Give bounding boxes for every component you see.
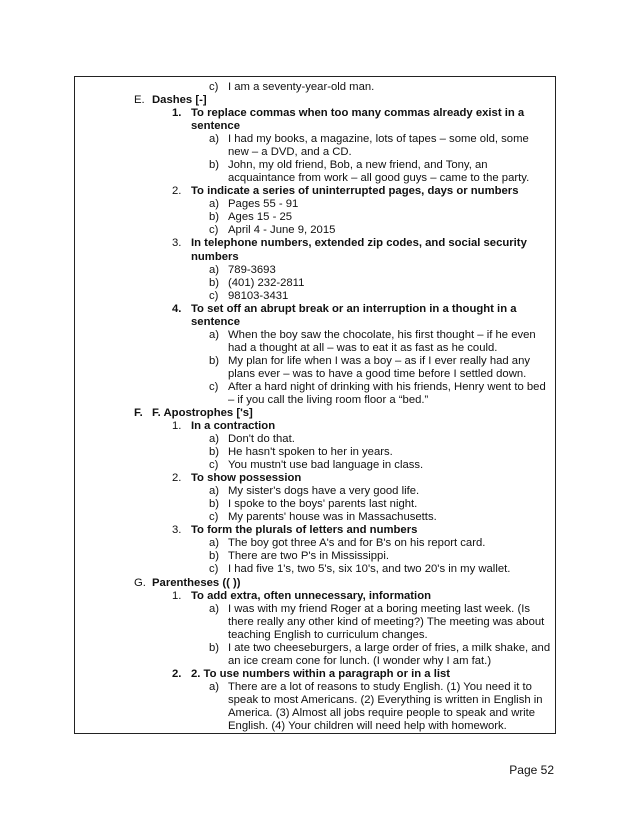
- outline-line-e1b: John, my old friend, Bob, a new friend, and Tony, an: [228, 159, 488, 172]
- outline-line-e3a: 789-3693: [228, 263, 276, 276]
- outline-line-e4b-cont: plans ever – was to have a good time before I settled down.: [228, 367, 527, 380]
- outline-line-g2a: There are a lot of reasons to study English. (1) You need it to: [228, 680, 532, 693]
- list-marker: a): [209, 263, 220, 276]
- list-marker: G.: [134, 576, 146, 589]
- outline-line-g1a: I was with my friend Roger at a boring meeting last week. (Is: [228, 602, 531, 615]
- outline-line-f1: In a contraction: [191, 420, 276, 433]
- outline-line-g1b: I ate two cheeseburgers, a large order of fries, a milk shake, and: [228, 641, 551, 654]
- list-marker: b): [209, 550, 220, 563]
- outline-line-e3b: (401) 232-2811: [228, 276, 305, 289]
- outline-line-g1b-c1: an ice cream cone for lunch. (I wonder why I am fat.): [228, 654, 492, 667]
- outline-line-e4c-cont: – if you call the living room floor a “bed.”: [228, 393, 429, 406]
- outline-line-e1b-cont: acquaintance from work – all good guys – came to the party.: [228, 172, 530, 185]
- list-marker: b): [209, 354, 220, 367]
- outline-line-f2b: I spoke to the boys' parents last night.: [228, 498, 418, 511]
- outline-line-g1: To add extra, often unnecessary, information: [191, 589, 431, 602]
- list-marker: 3.: [172, 237, 182, 250]
- list-marker: c): [209, 511, 219, 524]
- page-number: Page 52: [509, 763, 554, 777]
- outline-line-f3b: There are two P's in Mississippi.: [228, 550, 389, 563]
- outline-line-e4: To set off an abrupt break or an interruption in a thought in a: [191, 302, 517, 315]
- outline-line-e1-cont: sentence: [191, 120, 240, 133]
- outline-line-c-seventy: I am a seventy-year-old man.: [228, 81, 375, 93]
- outline-line-sec-f: F. Apostrophes ['s]: [152, 407, 253, 419]
- list-marker: 2.: [172, 472, 182, 485]
- outline-line-f3: To form the plurals of letters and numbers: [191, 524, 418, 537]
- list-marker: 1.: [172, 107, 182, 120]
- list-marker: c): [209, 81, 219, 93]
- outline-line-e4a: When the boy saw the chocolate, his first thought – if he even: [228, 328, 536, 341]
- list-marker: 2.: [172, 185, 182, 198]
- outline-line-f3c: I had five 1's, two 5's, six 10's, and two 20's in my wallet.: [228, 563, 511, 576]
- list-marker: b): [209, 211, 220, 224]
- list-marker: c): [209, 224, 219, 237]
- list-marker: a): [209, 485, 220, 498]
- outline-line-f2c: My parents' house was in Massachusetts.: [228, 511, 437, 524]
- outline-line-f2: To show possession: [191, 472, 302, 485]
- outline-line-e4-cont: sentence: [191, 315, 240, 328]
- outline-line-e3-cont: numbers: [191, 250, 239, 263]
- list-marker: c): [209, 380, 219, 393]
- outline-line-g1a-c1: there really any other kind of meeting?) The meeting was about: [228, 615, 545, 628]
- outline-line-e4b: My plan for life when I was a boy – as if I ever really had any: [228, 354, 531, 367]
- outline-line-e1a-cont: new – a DVD, and a CD.: [228, 146, 352, 159]
- list-marker: a): [209, 602, 220, 615]
- outline-line-g2a-c1: speak to most Americans. (2) Everything is written in English in: [228, 693, 543, 706]
- list-marker: 4.: [172, 302, 182, 315]
- list-marker: 1.: [172, 420, 182, 433]
- outline-line-f2a: My sister's dogs have a very good life.: [228, 485, 420, 498]
- outline-line-g2a-c2: America. (3) Almost all jobs require people to speak and write: [228, 706, 536, 719]
- list-marker: c): [209, 563, 219, 576]
- list-marker: c): [209, 289, 219, 302]
- outline-line-g1a-c2: teaching English to curriculum changes.: [228, 628, 428, 641]
- list-marker: b): [209, 641, 220, 654]
- outline-line-e1a: I had my books, a magazine, lots of tapes – some old, some: [228, 133, 529, 146]
- list-marker: E.: [134, 94, 145, 107]
- outline-line-f1b: He hasn't spoken to her in years.: [228, 446, 393, 459]
- list-marker: b): [209, 446, 220, 459]
- outline-line-e4a-cont: had a thought at all – was to eat it as fast as he could.: [228, 341, 498, 354]
- outline-line-e3: In telephone numbers, extended zip codes, and social security: [191, 237, 527, 250]
- list-marker: c): [209, 459, 219, 472]
- outline-line-f3a: The boy got three A's and for B's on his report card.: [228, 537, 486, 550]
- list-marker: b): [209, 159, 220, 172]
- list-marker: a): [209, 433, 220, 446]
- list-marker: b): [209, 276, 220, 289]
- outline-line-e2b: Ages 15 - 25: [228, 211, 293, 224]
- list-marker: a): [209, 133, 220, 146]
- outline-line-sec-e: Dashes [-]: [152, 94, 207, 107]
- outline-line-e2: To indicate a series of uninterrupted pages, days or numbers: [191, 185, 519, 198]
- list-marker: 2.: [172, 667, 182, 680]
- outline-line-f1a: Don't do that.: [228, 433, 295, 446]
- list-marker: 1.: [172, 589, 182, 602]
- outline-line-e4c: After a hard night of drinking with his friends, Henry went to bed: [228, 380, 546, 393]
- list-marker: a): [209, 198, 220, 211]
- list-marker: b): [209, 498, 220, 511]
- list-marker: a): [209, 537, 220, 550]
- list-marker: 3.: [172, 524, 182, 537]
- list-marker: F.: [134, 407, 143, 419]
- outline-line-e1: To replace commas when too many commas already exist in a: [191, 107, 525, 120]
- list-marker: a): [209, 328, 220, 341]
- outline-line-g2a-c3: English. (4) Your children will need help with homework.: [228, 719, 507, 732]
- outline-line-sec-g: Parentheses (( )): [152, 576, 241, 589]
- outline-line-e2c: April 4 - June 9, 2015: [228, 224, 336, 237]
- outline-line-g2: 2. To use numbers within a paragraph or in a list: [191, 667, 451, 680]
- list-marker: a): [209, 680, 220, 693]
- outline-line-f1c: You mustn't use bad language in class.: [228, 459, 424, 472]
- outline-line-e3c: 98103-3431: [228, 289, 289, 302]
- outline-line-e2a: Pages 55 - 91: [228, 198, 299, 211]
